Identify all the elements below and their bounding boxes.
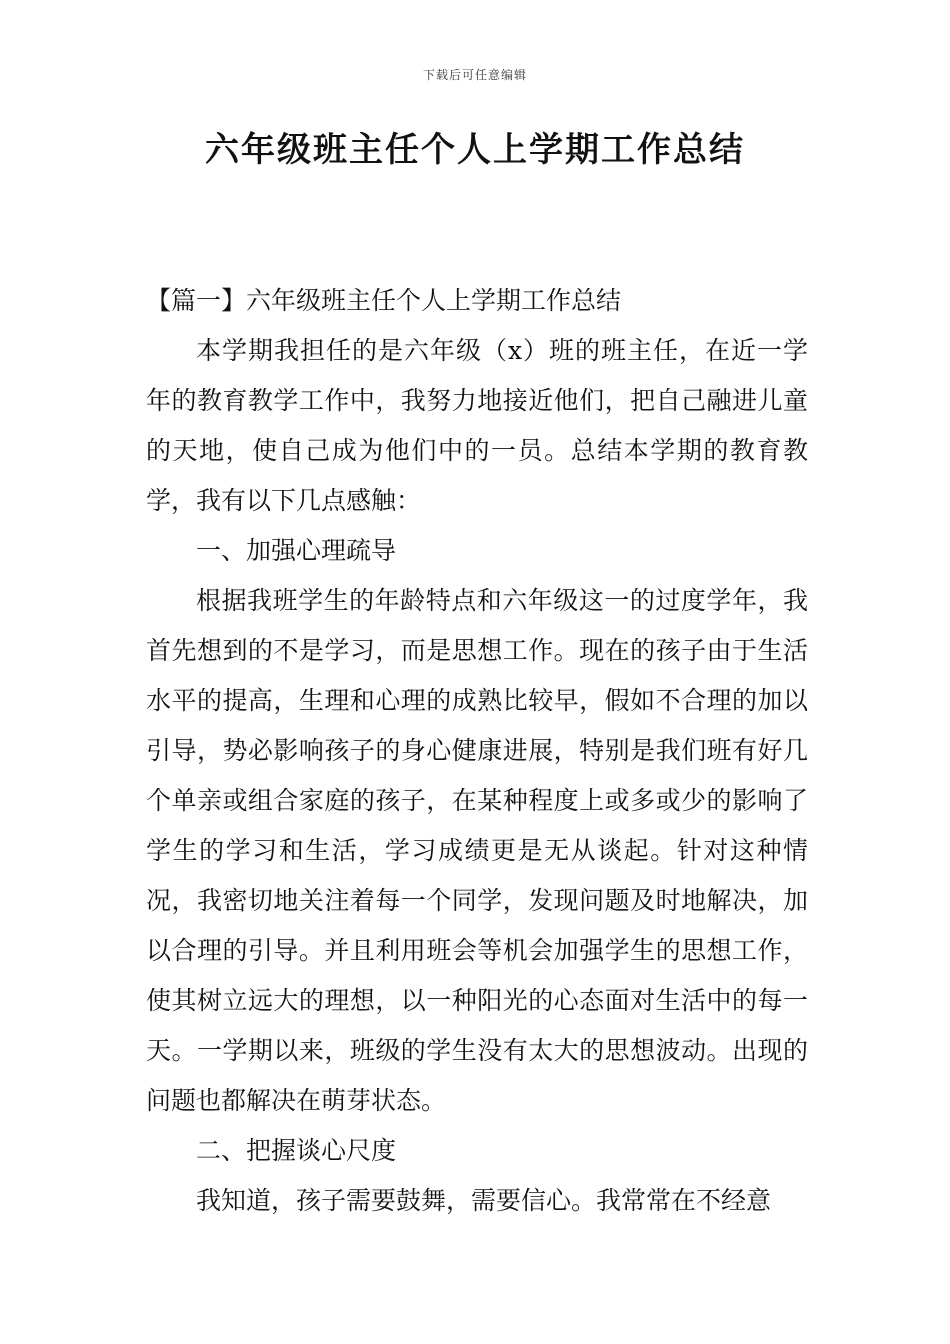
document-title: 六年级班主任个人上学期工作总结 [205,130,745,170]
section-2-paragraph: 我知道，孩子需要鼓舞，需要信心。我常常在不经意 [196,1186,772,1215]
section-1-paragraph: 根据我班学生的年龄特点和六年级这一的过度学年，我首先想到的不是学习，而是思想工作。现在的孩子由于生活水平的提高，生理和心理的成熟比较早，假如不合理的加以引导，势必影响孩子的身心健康进展，特别是我们班有好几个单亲或组合家庭的孩子，在某种程度上或多或少的影响了学生的学习和生活，学习成绩更是无从谈起。针对这种情况，我密切地关注着每一个同学，发现问题及时地解决，加以合理的引导。并且利用班会等机会加强学生的思想工作，使其树立远大的理想，以一种阳光的心态面对生活中的每一天。一学期以来，班级的学生没有太大的思想波动。出现的问题也都解决在萌芽状态。 [146,586,808,1115]
document-body [146,276,808,1226]
intro-paragraph: 本学期我担任的是六年级（x）班的班主任，在近一学年的教育教学工作中，我努力地接近他们，把自己融进儿童的天地，使自己成为他们中的一员。总结本学期的教育教学，我有以下几点感触： [146,336,808,515]
section-heading-2: 二、把握谈心尺度 [196,1136,397,1165]
page-header-note: 下载后可任意编辑 [422,68,527,82]
article-heading: 【篇一】六年级班主任个人上学期工作总结 [146,286,622,315]
section-heading-1: 一、加强心理疏导 [196,536,397,565]
